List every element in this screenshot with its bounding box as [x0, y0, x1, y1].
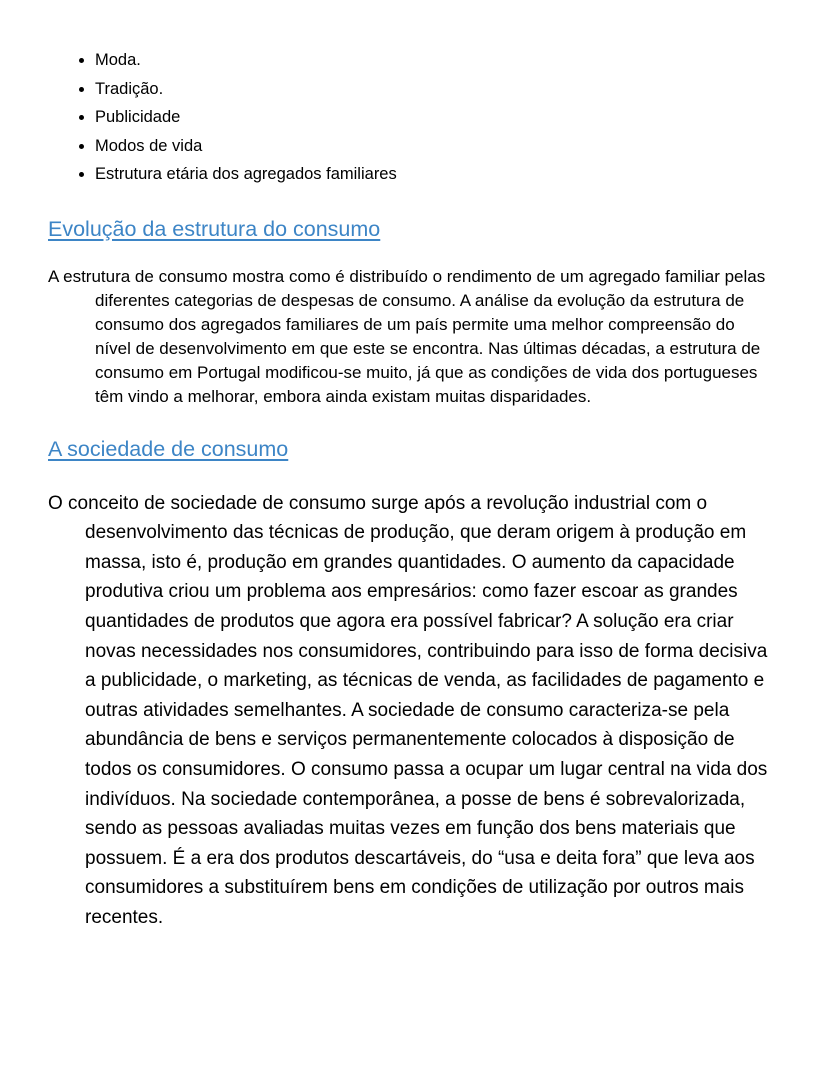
section-heading-sociedade-consumo: A sociedade de consumo — [48, 436, 289, 461]
paragraph-estrutura-consumo: A estrutura de consumo mostra como é distribuído o rendimento de um agregado familiar pelas diferentes categorias de despesas de consumo. A análise da evolução da estrutura de consumo dos agregados familiares de um país permite uma melhor compreensão do nível de desenvolvimento em que este se encontra. Nas últimas décadas, a estrutura de consumo em Portugal modificou-se muito, já que as condições de vida dos portugueses têm vindo a melhorar, embora ainda existam muitas disparidades. — [48, 267, 766, 406]
list-item: • Modos de vida — [95, 132, 770, 161]
list-item: • Tradição. — [95, 75, 770, 104]
section-heading-evolucao-estrutura-consumo: Evolução da estrutura do consumo — [48, 216, 381, 241]
list-item: • Moda. — [95, 46, 770, 75]
bullet-list — [48, 46, 770, 189]
list-item: • Estrutura etária dos agregados familiares — [95, 160, 770, 189]
list-item: • Publicidade — [95, 103, 770, 132]
paragraph-sociedade-consumo: O conceito de sociedade de consumo surge após a revolução industrial com o desenvolvimento das técnicas de produção, que deram origem à produção em massa, isto é, produção em grandes quantidades. O aumento da capacidade produtiva criou um problema aos empresários: como fazer escoar as grandes quantidades de produtos que agora era possível fabricar? A solução era criar novas necessidades nos consumidores, contribuindo para isso de forma decisiva a publicidade, o marketing, as técnicas de venda, as facilidades de pagamento e outras atividades semelhantes. A sociedade de consumo caracteriza-se pela abundância de bens e serviços permanentemente colocados à disposição de todos os consumidores. O consumo passa a ocupar um lugar central na vida dos indivíduos. Na sociedade contemporânea, a posse de bens é sobrevalorizada, sendo as pessoas avaliadas muitas vezes em função dos bens materiais que possuem. É a era dos produtos descartáveis, do “usa e deita fora” que leva aos consumidores a substituírem bens em condições de utilização por outros mais recentes. — [48, 492, 768, 928]
